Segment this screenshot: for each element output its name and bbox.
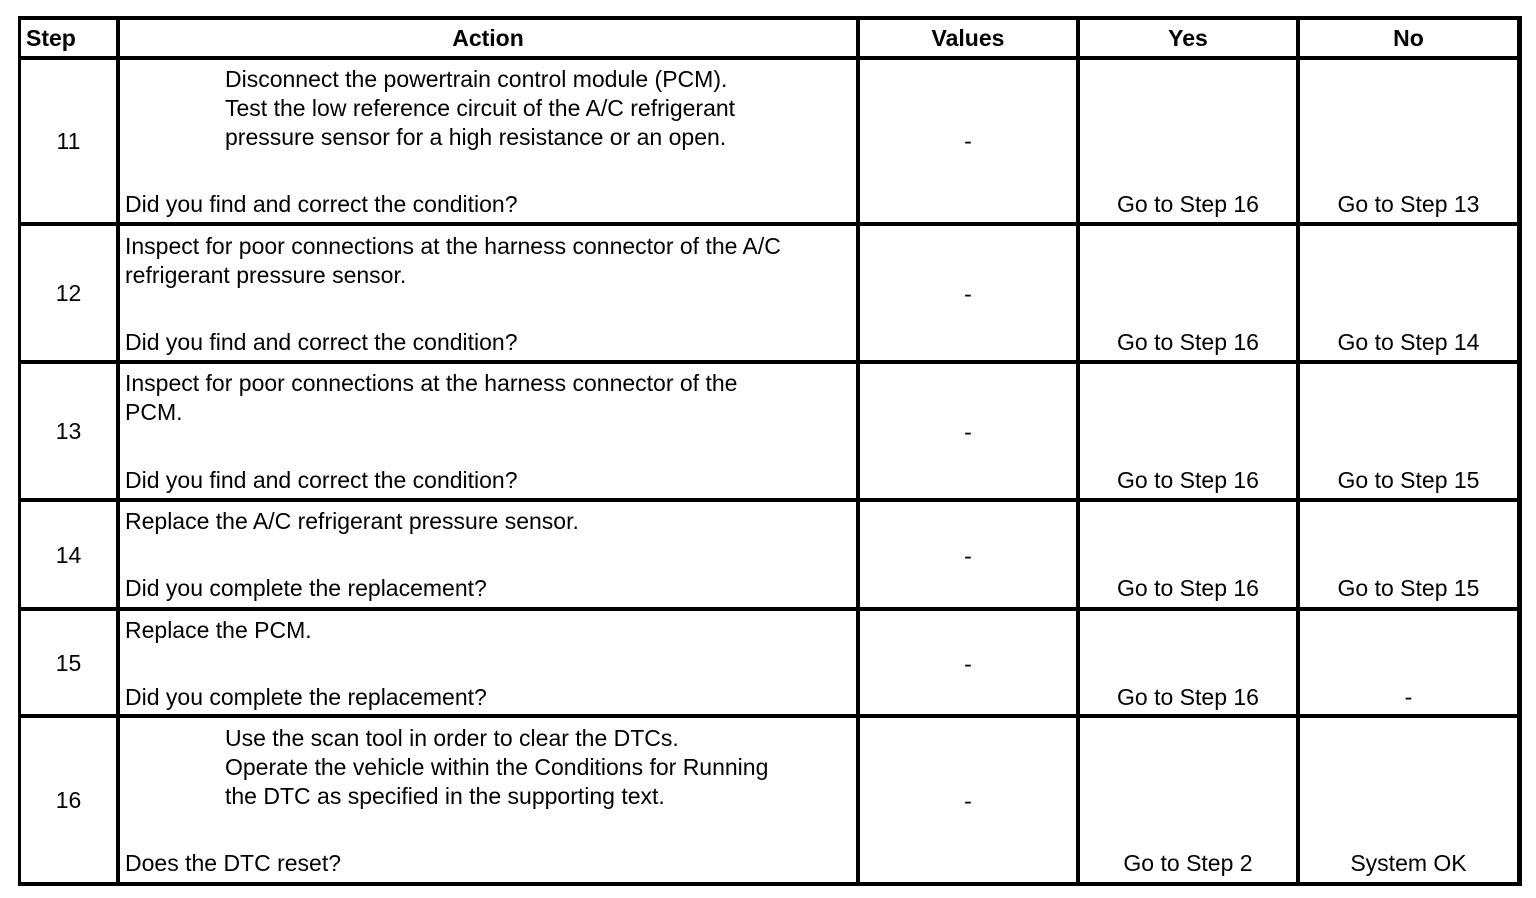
header-action: Action xyxy=(452,25,524,51)
action-line: PCM. xyxy=(125,399,183,425)
no-cell: Go to Step 15 xyxy=(1337,575,1480,601)
action-line: Disconnect the powertrain control module (PCM). xyxy=(225,66,728,92)
yes-cell: Go to Step 16 xyxy=(1117,575,1259,601)
step-number: 13 xyxy=(55,418,82,444)
values-cell: - xyxy=(964,651,972,677)
values-cell: - xyxy=(964,788,972,814)
step-number: 16 xyxy=(55,787,82,813)
diagnostic-table xyxy=(18,16,1522,886)
header-values: Values xyxy=(931,25,1005,51)
no-cell: System OK xyxy=(1350,850,1467,876)
action-line: Inspect for poor connections at the harness connector of the A/C xyxy=(125,233,781,259)
grid-line xyxy=(18,714,1522,718)
action-question: Did you find and correct the condition? xyxy=(125,329,518,355)
header-step: Step xyxy=(26,25,76,51)
grid-line xyxy=(1076,16,1080,886)
yes-cell: Go to Step 16 xyxy=(1117,684,1259,710)
grid-line xyxy=(116,16,120,886)
header-no: No xyxy=(1393,25,1424,51)
grid-line xyxy=(18,607,1522,611)
yes-cell: Go to Step 16 xyxy=(1117,467,1259,493)
no-cell: - xyxy=(1404,684,1413,710)
action-line: Operate the vehicle within the Conditions for Running xyxy=(225,754,769,780)
action-question: Did you complete the replacement? xyxy=(125,684,487,710)
yes-cell: Go to Step 2 xyxy=(1123,850,1253,876)
action-line: Replace the PCM. xyxy=(125,617,312,643)
values-cell: - xyxy=(964,419,972,445)
values-cell: - xyxy=(964,128,972,154)
step-number: 14 xyxy=(55,542,82,568)
step-number: 15 xyxy=(55,650,82,676)
action-question: Did you find and correct the condition? xyxy=(125,467,518,493)
grid-line xyxy=(18,56,1522,60)
no-cell: Go to Step 15 xyxy=(1337,467,1480,493)
grid-line xyxy=(18,498,1522,502)
action-line: Test the low reference circuit of the A/C refrigerant xyxy=(225,95,736,121)
no-cell: Go to Step 13 xyxy=(1337,191,1480,217)
grid-line xyxy=(18,16,1522,20)
grid-line xyxy=(18,222,1522,226)
action-line: Replace the A/C refrigerant pressure sensor. xyxy=(125,508,579,534)
action-line: refrigerant pressure sensor. xyxy=(125,262,407,288)
grid-line xyxy=(18,882,1522,886)
grid-line xyxy=(1517,16,1522,886)
header-yes: Yes xyxy=(1168,25,1208,51)
yes-cell: Go to Step 16 xyxy=(1117,329,1259,355)
action-line: the DTC as specified in the supporting text. xyxy=(225,783,665,809)
values-cell: - xyxy=(964,281,972,307)
yes-cell: Go to Step 16 xyxy=(1117,191,1259,217)
action-question: Did you complete the replacement? xyxy=(125,575,487,601)
action-line: Use the scan tool in order to clear the DTCs. xyxy=(225,725,679,751)
values-cell: - xyxy=(964,543,972,569)
grid-line xyxy=(1296,16,1300,886)
action-line: pressure sensor for a high resistance or an open. xyxy=(225,124,727,150)
action-question: Does the DTC reset? xyxy=(125,850,342,876)
step-number: 11 xyxy=(56,128,81,154)
action-line: Inspect for poor connections at the harness connector of the xyxy=(125,370,738,396)
no-cell: Go to Step 14 xyxy=(1337,329,1480,355)
action-question: Did you find and correct the condition? xyxy=(125,191,518,217)
grid-line xyxy=(18,360,1522,364)
step-number: 12 xyxy=(55,280,82,306)
